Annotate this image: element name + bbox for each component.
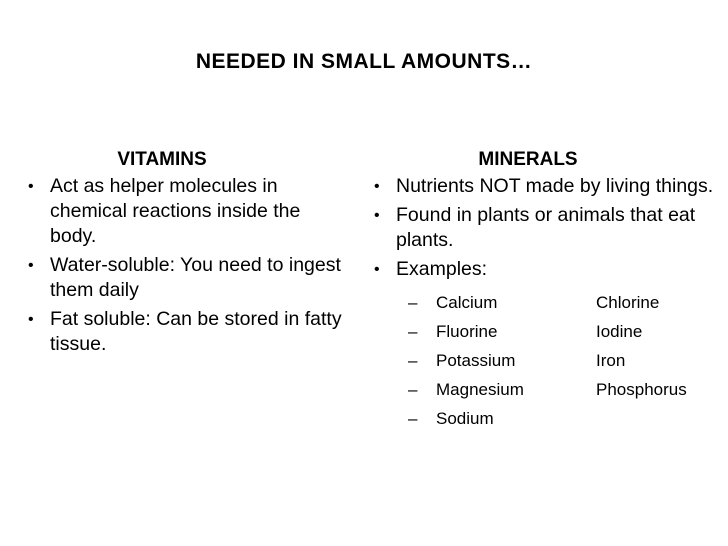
example-row: [368, 288, 724, 317]
list-item: [22, 253, 342, 303]
example-row: [368, 375, 724, 404]
dash-icon: –: [408, 409, 418, 428]
example-item: Iron: [596, 351, 626, 370]
vitamins-list: [22, 174, 342, 357]
example-row: [368, 404, 724, 433]
list-item: [22, 307, 342, 357]
bullet-icon: •: [28, 257, 34, 274]
bullet-icon: •: [28, 311, 34, 328]
list-item: [368, 257, 724, 282]
list-item-text: Fat soluble: Can be stored in fatty tissue.: [50, 308, 342, 355]
dash-icon: –: [408, 293, 418, 312]
vitamins-column: [22, 146, 342, 361]
list-item: [368, 203, 724, 253]
example-item: Calcium: [436, 293, 498, 312]
example-item: Fluorine: [436, 322, 498, 341]
example-item: Sodium: [436, 409, 494, 428]
minerals-column: [368, 146, 724, 433]
slide-title: NEEDED IN SMALL AMOUNTS…: [195, 50, 533, 73]
mineral-examples-list: [368, 288, 724, 433]
example-item: Magnesium: [436, 380, 524, 399]
example-item: Phosphorus: [596, 380, 687, 399]
bullet-icon: •: [28, 178, 34, 195]
list-item: [368, 174, 724, 199]
list-item-text: Water-soluble: You need to ingest them daily: [50, 254, 341, 301]
vitamins-heading: VITAMINS: [117, 149, 207, 170]
example-row: [368, 317, 724, 346]
list-item: [22, 174, 342, 249]
bullet-icon: •: [374, 178, 380, 195]
dash-icon: –: [408, 322, 418, 341]
dash-icon: –: [408, 351, 418, 370]
list-item-text: Act as helper molecules in chemical reactions inside the body.: [50, 175, 301, 247]
dash-icon: –: [408, 380, 418, 399]
list-item-text: Found in plants or animals that eat plants.: [396, 204, 696, 251]
minerals-heading: MINERALS: [478, 149, 578, 170]
bullet-icon: •: [374, 207, 380, 224]
list-item-text: Nutrients NOT made by living things.: [396, 175, 714, 197]
example-item: Potassium: [436, 351, 516, 370]
list-item-text: Examples:: [396, 258, 488, 280]
minerals-list: [368, 174, 724, 282]
bullet-icon: •: [374, 261, 380, 278]
example-item: Chlorine: [596, 293, 660, 312]
example-row: [368, 346, 724, 375]
example-item: Iodine: [596, 322, 643, 341]
